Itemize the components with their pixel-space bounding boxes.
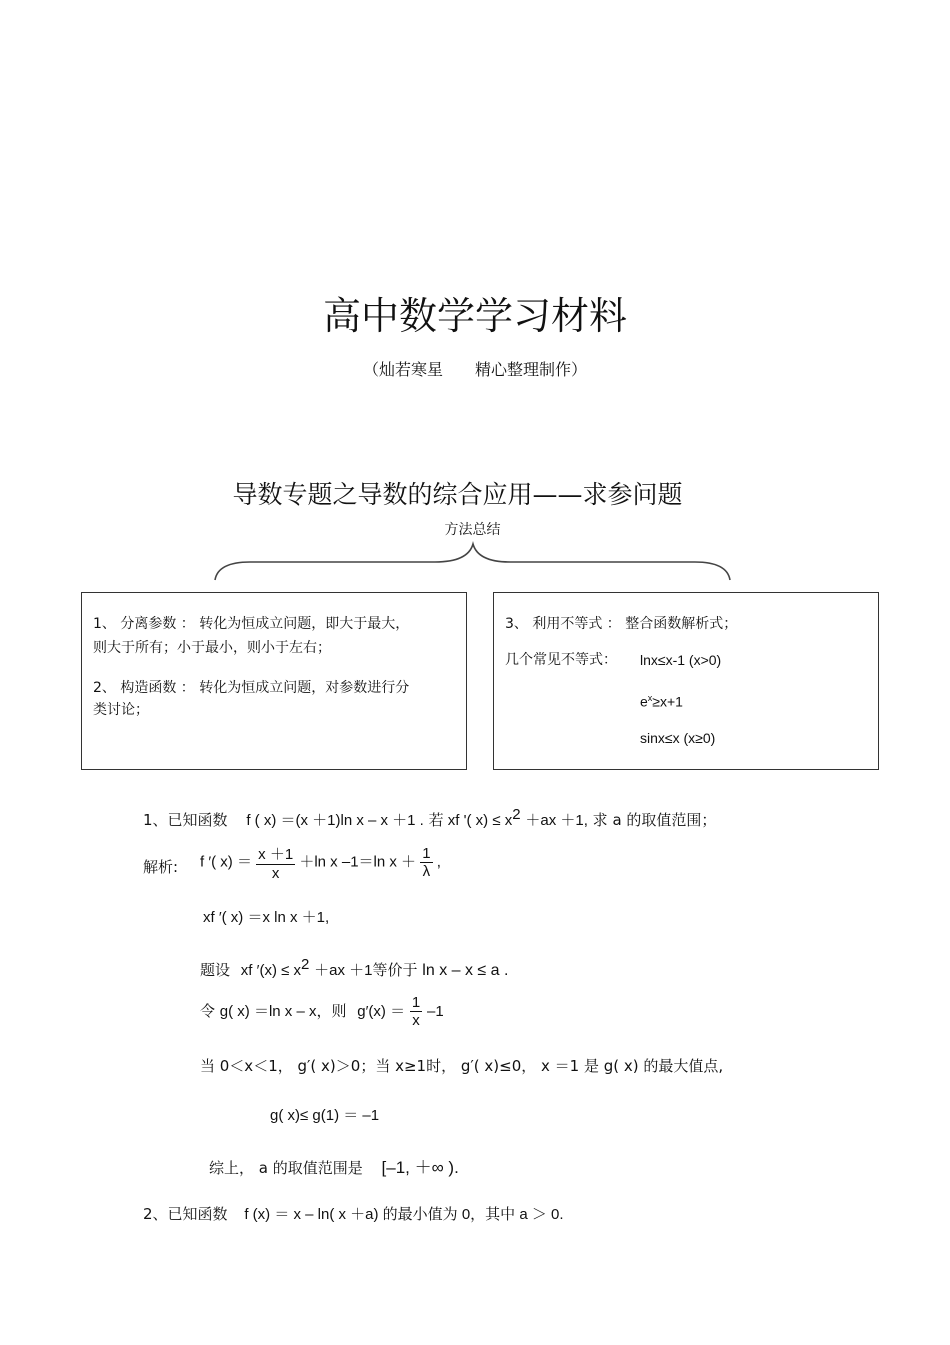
page-subtitle: （灿若寒星 精心整理制作） [362, 360, 587, 379]
curly-brace-icon [210, 540, 740, 585]
box-left-line2: 则大于所有；小于最小，则小于左右； [93, 640, 331, 656]
problem-2-label: 2、已知函数 [143, 1205, 228, 1223]
problem-1-condition: 若 xf '( x) ≤ x [428, 812, 513, 829]
problem-2-text: f (x) ＝ x – ln( x ＋a) 的最小值为 0，其中 a ＞ 0. [244, 1206, 564, 1223]
box-left-line3: 2、 构造函数 ： 转化为恒成立问题，对参数进行分 [93, 680, 410, 696]
problem-1 [143, 806, 716, 830]
step-1-end: , [436, 853, 441, 871]
problem-1-exponent: 2 [512, 806, 521, 823]
step-1-lhs: f ′( x) ＝ [200, 853, 252, 871]
problem-1-function: f ( x) ＝(x ＋1)ln x – x ＋1 . [246, 812, 424, 829]
step-4-label: 令 [200, 1002, 216, 1020]
box-right-line1: 3、 利用不等式 ： 整合函数解析式； [505, 616, 738, 632]
step-1-fraction: $\frac{x +1}{x}$ [256, 843, 295, 882]
box-left-line4: 类讨论； [93, 702, 149, 718]
problem-1-label: 1、已知函数 [143, 811, 228, 829]
solution-step-6: g( x)≤ g(1) ＝ –1 [270, 1107, 380, 1124]
solution-label: 解析: [143, 858, 179, 876]
solution-step-5: 当 0＜x＜1， g′( x)＞0；当 x≥1时， g′( x)≤0， x ＝1 是 g( x) 的最大值点, [200, 1057, 724, 1075]
inequality-exp: $e^x\ge x+1$ [640, 693, 683, 710]
step-4-deriv: g′(x) ＝ [357, 1003, 406, 1020]
method-box-right [493, 592, 879, 770]
inequality-sin: sinx≤x (x≥0) [640, 730, 716, 746]
step-1-fraction-2: $\frac{1}{\lambda}$ [422, 845, 431, 880]
step-4-fraction: $\frac{1}{x}$ [411, 994, 421, 1029]
solution-step-1 [200, 843, 441, 882]
method-box-left [81, 592, 467, 770]
problem-1-condition-rest: ＋ax ＋1, [525, 812, 588, 829]
problem-2 [143, 1203, 564, 1224]
inequality-ln: lnx≤x-1 (x>0) [640, 652, 722, 668]
solution-step-2: xf ′( x) ＝x ln x ＋1, [203, 909, 330, 926]
step-3-lhs: xf ′(x) ≤ x [240, 962, 302, 979]
step-3-result: ln x – x ≤ a . [422, 962, 509, 979]
problem-1-question: 求 a 的取值范围； [592, 811, 717, 829]
conclusion-text: 综上， a 的取值范围是 [209, 1159, 363, 1177]
solution-step-4 [200, 994, 444, 1029]
step-4-end: –1 [427, 1003, 444, 1020]
method-label: 方法总结 [444, 522, 501, 538]
step-4-def: g( x) ＝ln x – x，则 [219, 1003, 347, 1020]
step-3-label: 题设 [200, 961, 231, 979]
step-3-rhs: ＋ax ＋1 [314, 962, 373, 979]
step-3-equiv: 等价于 [372, 961, 418, 979]
page-title: 高中数学学习材料 [322, 294, 627, 338]
conclusion-range: [–1, ＋∞ ). [381, 1158, 459, 1177]
box-left-line1: 1、 分离参数 ： 转化为恒成立问题，即大于最大， [93, 616, 410, 632]
step-1-mid: ＋ln x –1＝ln x ＋ [299, 853, 417, 871]
box-right-ineq-label: 几个常见不等式： [505, 652, 617, 668]
topic-title: 导数专题之导数的综合应用——求参问题 [232, 480, 683, 509]
step-3-exponent: 2 [301, 956, 310, 973]
solution-step-3 [200, 956, 508, 980]
solution-conclusion [209, 1153, 459, 1178]
